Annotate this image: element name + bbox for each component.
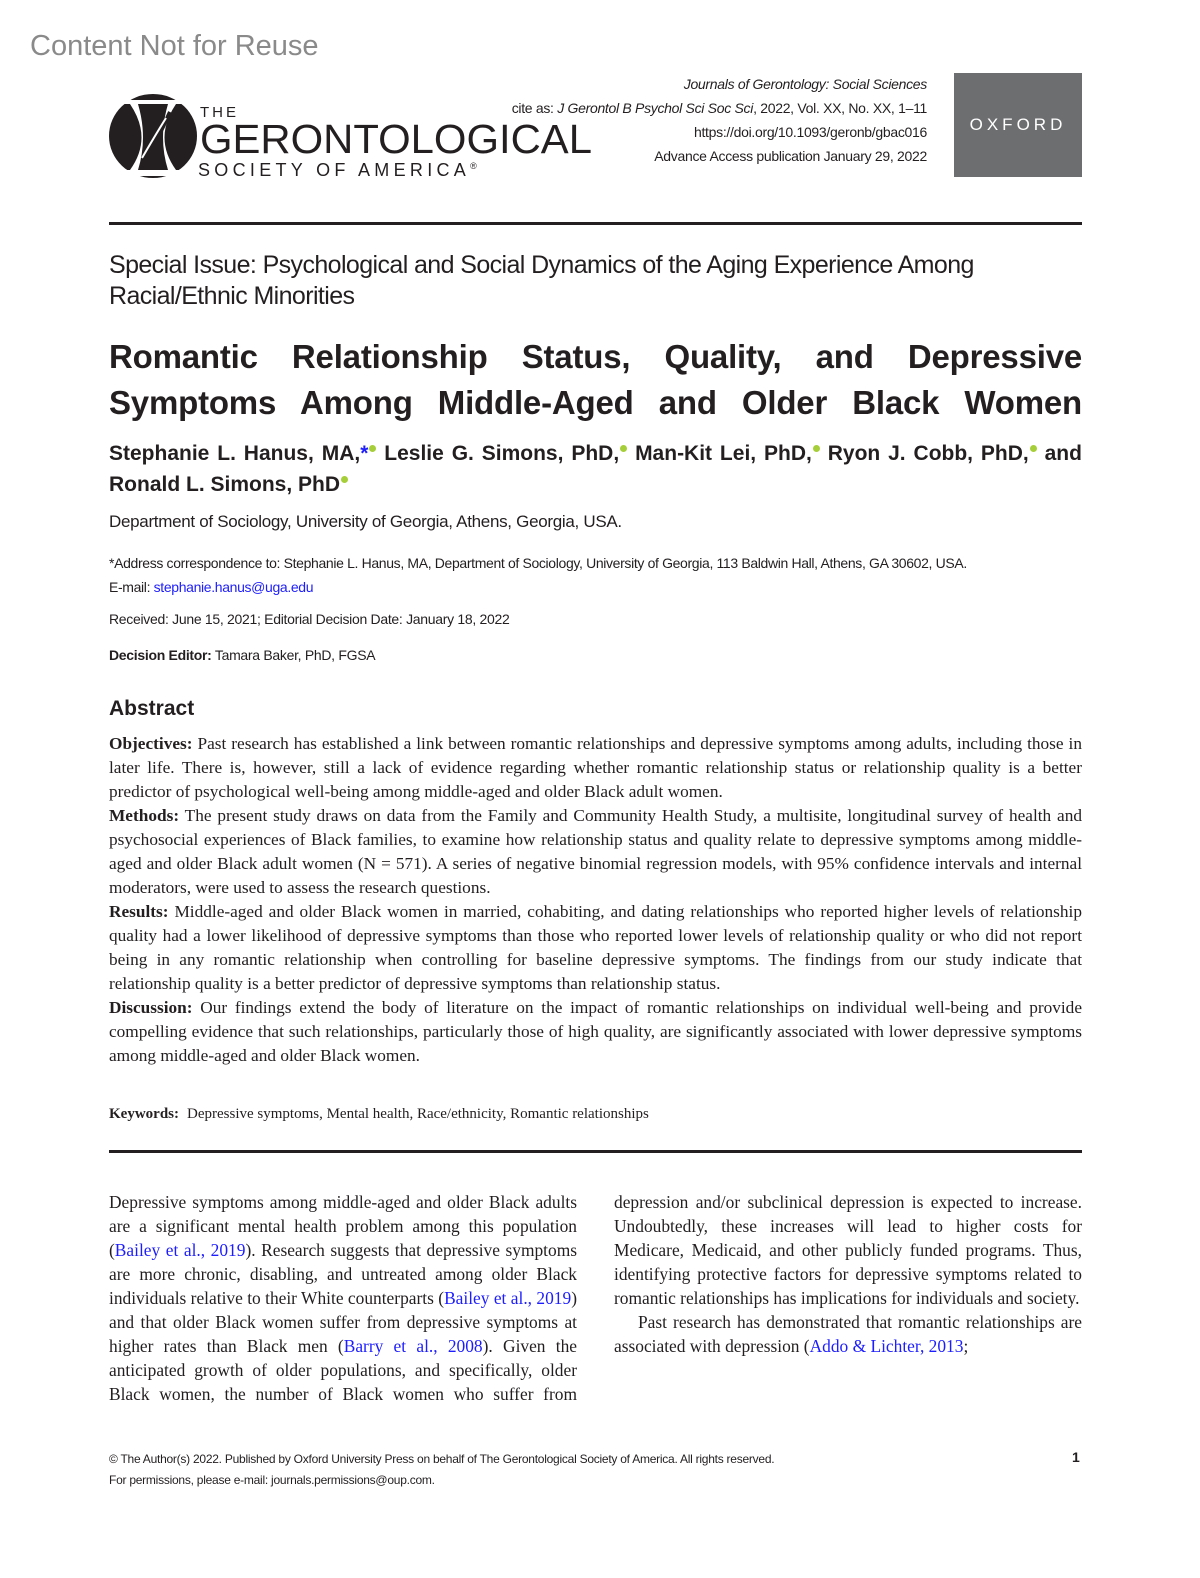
abstract-discussion: Discussion: Our findings extend the body of literature on the impact of romantic relationships on individual well-being and provide compelling evidence that such relationships, particularly those of high quality, are significantly associated with lower depressive symptoms among middle-aged and older Black women.: [109, 998, 1082, 1065]
watermark: Content Not for Reuse: [30, 30, 319, 62]
abstract: [109, 732, 1082, 1068]
paragraph: Past research has demonstrated that romantic relationships are associated with depression (Addo & Lichter, 2013;: [614, 1312, 1082, 1356]
special-issue: Special Issue: Psychological and Social Dynamics of the Aging Experience Among Racial/Ethnic Minorities: [109, 251, 974, 310]
advance-access: Advance Access publication January 29, 2022: [654, 148, 927, 164]
author-list: Stephanie L. Hanus, MA,* Leslie G. Simons, PhD, Man-Kit Lei, PhD, Ryon J. Cobb, PhD, and Ronald L. Simons, PhD: [109, 442, 1082, 496]
footer: © The Author(s) 2022. Published by Oxford University Press on behalf of The Gerontological Society of America. All rights reserved. For permissions, please e-mail: journals.permissions@oup.com.: [109, 1452, 775, 1487]
received-dates: Received: June 15, 2021; Editorial Decision Date: January 18, 2022: [109, 611, 510, 627]
affiliation: Department of Sociology, University of Georgia, Athens, Georgia, USA.: [109, 512, 622, 531]
orcid-icon[interactable]: [341, 476, 348, 483]
divider: [109, 222, 1082, 225]
citation-link[interactable]: Bailey et al., 2019: [444, 1288, 572, 1308]
hourglass-logo-icon: [108, 88, 198, 180]
keywords: Keywords: Depressive symptoms, Mental health, Race/ethnicity, Romantic relationships: [109, 1106, 649, 1122]
abstract-heading: Abstract: [109, 697, 195, 720]
orcid-icon[interactable]: [369, 445, 376, 452]
gsa-logo: THE GERONTOLOGICAL SOCIETY OF AMERICA®: [108, 88, 598, 183]
journal-info: [512, 72, 927, 168]
page-number: 1: [1072, 1449, 1080, 1465]
paragraph: Depressive symptoms among middle-aged and older Black adults are a significant mental health problem among this population (Bailey et al., 2019). Research suggests that depressive symptoms are more chronic, disabling, and untreated among older Black individuals relative to their White counterparts (Bailey et al., 2019) and that older Black women suffer from depressive symptoms at higher rates than Black men (Barry et al., 2008). Given the anticipated growth of older populations, and specifically, older Black women, the number of Black women who suffer from depression and/or subclinical depression is expected to increase. Undoubtedly, these increases will lead to higher costs for Medicare, Medicaid, and other publicly funded programs. Thus, identifying protective factors for depressive symptoms related to romantic relationships has implications for individuals and society.: [109, 1192, 1082, 1404]
doi-link[interactable]: https://doi.org/10.1093/geronb/gbac016: [693, 124, 927, 140]
correspondence: *Address correspondence to: Stephanie L. Hanus, MA, Department of Sociology, University of Georgia, 113 Baldwin Hall, Athens, GA 30602, USA. E-mail: stephanie.hanus@uga.edu: [109, 555, 967, 595]
orcid-icon[interactable]: [1030, 445, 1037, 452]
abstract-results: Results: Middle-aged and older Black women in married, cohabiting, and dating relationships who reported higher levels of relationship quality had a lower likelihood of depressive symptoms than those who reported lower levels of relationship quality or who did not report being in any romantic relationship when controlling for baseline depressive symptoms. The findings from our study indicate that relationship quality is a better predictor of depressive symptoms than relationship status.: [109, 902, 1082, 993]
decision-editor: Decision Editor: Tamara Baker, PhD, FGSA: [109, 647, 376, 663]
article-title: Romantic Relationship Status, Quality, and Depressive Symptoms Among Middle-Aged and Older Black Women: [109, 338, 1082, 421]
divider: [109, 1150, 1082, 1153]
oxford-logo: OXFORD: [954, 73, 1082, 177]
abstract-objectives: Objectives: Past research has established a link between romantic relationships and depressive symptoms among adults, including those in later life. There is, however, still a lack of evidence regarding whether romantic relationship status or relationship quality is a better predictor of psychological well-being among middle-aged and older Black adult women.: [109, 734, 1082, 801]
orcid-icon[interactable]: [620, 445, 627, 452]
email-link[interactable]: stephanie.hanus@uga.edu: [153, 579, 314, 595]
citation-link[interactable]: Bailey et al., 2019: [114, 1240, 246, 1260]
citation-link[interactable]: Addo & Lichter, 2013: [809, 1336, 964, 1356]
abstract-methods: Methods: The present study draws on data from the Family and Community Health Study, a multisite, longitudinal survey of health and psychosocial experiences of Black families, to examine how relationship status and quality relate to depressive symptoms among middle-aged and older Black adult women (N = 571). A series of negative binomial regression models, with 95% confidence intervals and internal moderators, were used to assess the research questions.: [109, 806, 1082, 897]
citation: cite as: J Gerontol B Psychol Sci Soc Sci, 2022, Vol. XX, No. XX, 1–11: [511, 100, 927, 116]
body-text: [109, 1190, 1082, 1406]
journal-name: Journals of Gerontology: Social Sciences: [683, 76, 927, 92]
orcid-icon[interactable]: [813, 445, 820, 452]
citation-link[interactable]: Barry et al., 2008: [343, 1336, 483, 1356]
